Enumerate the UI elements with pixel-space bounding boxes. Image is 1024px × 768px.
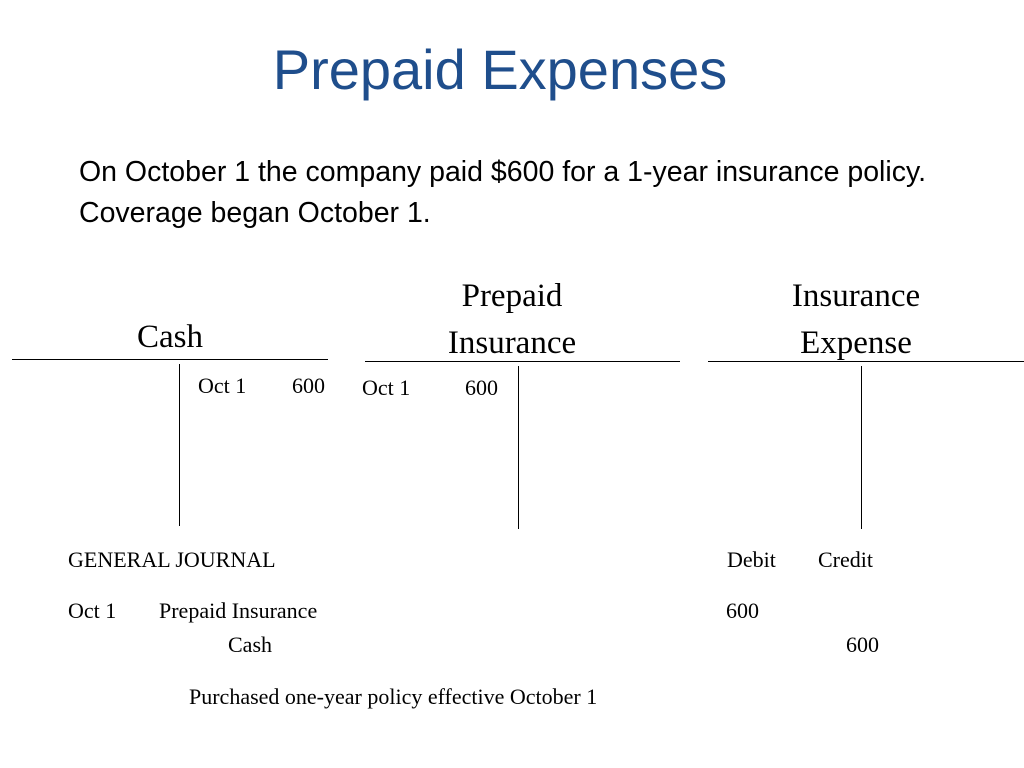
intro-text: On October 1 the company paid $600 for a 1-year insurance policy. Coverage began October 1.	[79, 156, 927, 229]
cash-account-title: Cash	[137, 319, 203, 355]
prepaid-insurance-t-vertical	[518, 366, 519, 529]
cash-credit-amount: 600	[292, 373, 325, 398]
journal-heading: GENERAL JOURNAL	[68, 547, 276, 572]
prepaid-insurance-title-line2: Insurance	[447, 325, 577, 361]
journal-credit-header: Credit	[818, 547, 873, 572]
journal-credit-account: Cash	[228, 632, 272, 657]
insurance-expense-title-line2: Expense	[800, 325, 912, 361]
journal-entry-date: Oct 1	[68, 598, 117, 623]
journal-credit-amount: 600	[846, 632, 879, 657]
cash-t-horizontal	[12, 359, 328, 360]
insurance-expense-t-horizontal	[708, 361, 1024, 362]
cash-t-vertical	[179, 364, 180, 526]
journal-explanation: Purchased one-year policy effective October 1	[189, 684, 598, 709]
journal-debit-header: Debit	[727, 547, 776, 572]
cash-credit-date: Oct 1	[198, 373, 247, 398]
prepaid-insurance-title-line1: Prepaid	[461, 278, 563, 314]
journal-debit-amount: 600	[726, 598, 759, 623]
journal-debit-account: Prepaid Insurance	[159, 598, 318, 623]
prepaid-insurance-t-horizontal	[365, 361, 680, 362]
insurance-expense-title-line1: Insurance	[791, 278, 921, 314]
slide-title: Prepaid Expenses	[272, 38, 728, 101]
insurance-expense-t-vertical	[861, 366, 862, 529]
prepaid-insurance-debit-date: Oct 1	[362, 375, 411, 400]
prepaid-insurance-debit-amount: 600	[465, 375, 498, 400]
